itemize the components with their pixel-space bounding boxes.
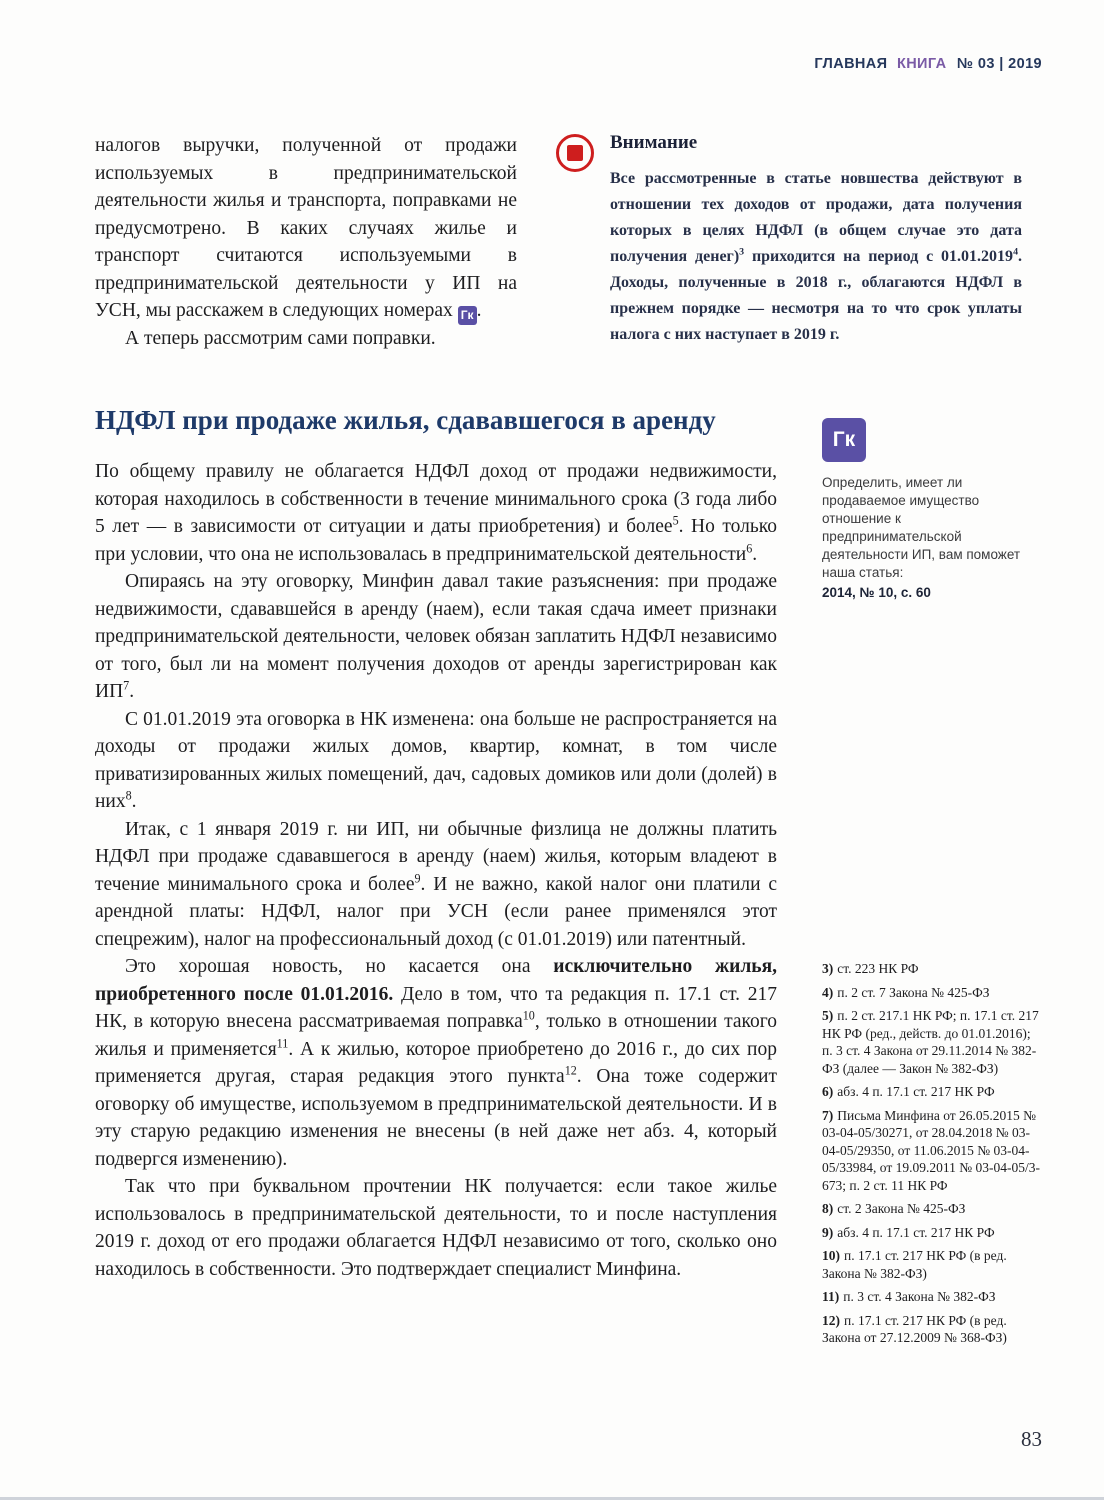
issue-number: № 03 | 2019	[956, 56, 1042, 72]
article-paragraph: С 01.01.2019 эта оговорка в НК изменена: она больше не распространяется на доходы от продажи жилых домов, квартир, комнат, в том числе приватизированных жилых помещений, дач, садовых домиков или доли (долей) в них$^8$.	[95, 708, 777, 812]
footnote-text: Письма Минфина от 26.05.2015 № 03-04-05/30271, от 28.04.2018 № 03-04-05/29350, от 11.06.2015 № 03-04-05/33984, от 19.09.2011 № 03-04-05/3-673; п. 2 ст. 11 НК РФ	[822, 1107, 1040, 1193]
attention-title: Внимание	[610, 132, 698, 153]
footnote-text: п. 2 ст. 217.1 НК РФ; п. 17.1 ст. 217 НК РФ (ред., действ. до 01.01.2016); п. 3 ст. 4 Закона от 29.11.2014 № 382-ФЗ (далее — Закон № 382-ФЗ)	[822, 1008, 1039, 1076]
footnote-number: 5)	[822, 1008, 834, 1023]
intro-column	[95, 132, 517, 353]
footnote-text: абз. 4 п. 17.1 ст. 217 НК РФ	[837, 1224, 995, 1240]
footnote-number: 3)	[822, 961, 834, 976]
intro-paragraph: А теперь рассмотрим сами поправки.	[125, 328, 436, 349]
article-paragraph: Итак, с 1 января 2019 г. ни ИП, ни обычные физлица не должны платить НДФЛ при продаже сдававшегося в аренду (наем) жилья, которым владеют в течение минимального срока и более$^9$. И не важно, какой налог они платили с арендной платы: НДФЛ, налог при УСН (если ранее применялся этот спецрежим), налог на профессиональный доход (с 01.01.2019) или патентный.	[95, 818, 778, 950]
sidebar-note-text: Определить, имеет ли продаваемое имущество отношение к предпринимательской деятельности ИП, вам поможет наша статья:	[822, 475, 1021, 580]
footnote	[822, 960, 1044, 978]
footnote-number: 12)	[822, 1312, 840, 1328]
page-number: 83	[1021, 1427, 1042, 1451]
footnote	[822, 1224, 1044, 1242]
attention-text: Все рассмотренные в статье новшества действуют в отношении тех доходов от продажи, дата получения которых в целях НДФЛ (в общем случае это дата получения денег)$^3$ приходится на период с 01.01.2019$^4$. Доходы, полученные в 2018 г., облагаются НДФЛ в прежнем порядке — несмотря на то что срок уплаты налога с них наступает в 2019 г.	[610, 170, 1023, 343]
footnote-number: 7)	[822, 1107, 834, 1123]
footnote	[822, 1107, 1044, 1195]
page-header	[814, 56, 1042, 72]
article-body	[95, 458, 777, 1283]
footnote	[822, 1312, 1044, 1347]
footnote-number: 6)	[822, 1084, 834, 1099]
attention-icon	[556, 134, 594, 172]
footnote-text: ст. 2 Закона № 425-ФЗ	[837, 1201, 966, 1216]
gk-logo-icon: Гк	[822, 418, 866, 462]
intro-paragraph: налогов выручки, полученной от продажи используемых в предпринимательской деятельности жилья и транспорта, поправками не предусмотрено. В каких случаях жилье и транспорт считаются используемыми в предпринимательской деятельности у ИП на УСН, мы расскажем в следующих номерах Гк .	[95, 132, 517, 325]
article-paragraph: По общему правилу не облагается НДФЛ доход от продажи недвижимости, которая находилось в собственности в течение минимального срока (3 года либо 5 лет — в зависимости от ситуации и даты приобретения) и более$^5$. Но только при условии, что она не использовалась в предпринимательской деятельности$^6$.	[95, 461, 777, 565]
brand-name-part1: ГЛАВНАЯ	[814, 56, 888, 72]
attention-body	[610, 128, 1022, 348]
footnote-text: п. 17.1 ст. 217 НК РФ (в ред. Закона от 27.12.2009 № 368-ФЗ)	[822, 1312, 1007, 1345]
article-paragraph: Это хорошая новость, но касается она исключительно жилья, приобретенного после 01.01.2016. Дело в том, что та редакция п. 17.1 ст. 217 НК, в которую внесена рассматриваемая поправка$^{10}$, только в отношении такого жилья и применяется$^{11}$. А к жилью, которое приобретено до 2016 г., до сих пор применяется другая, старая редакция этого пункта$^{12}$. Она тоже содержит оговорку об имуществе, используемом в предпринимательской деятельности. И в эту старую редакцию изменения не внесены (в ней даже нет абз. 4, который подвергся изменению).	[95, 956, 778, 1170]
footnote-text: абз. 4 п. 17.1 ст. 217 НК РФ	[837, 1084, 995, 1099]
article-paragraph: Так что при буквальном прочтении НК получается: если такое жилье использовалось в предпринимательской деятельности, то и после наступления 2019 г. доход от его продажи облагается НДФЛ независимо от того, сколько оно находилось в собственности. Это подтверждает специалист Минфина.	[95, 1176, 777, 1280]
footnote-text: п. 17.1 ст. 217 НК РФ (в ред. Закона № 382-ФЗ)	[822, 1248, 1007, 1281]
footnote	[822, 1083, 1044, 1101]
article-paragraph: Опираясь на эту оговорку, Минфин давал такие разъяснения: при продаже недвижимости, сдававшейся в аренду (наем), если такая сдача имеет признаки предпринимательской деятельности, человек обязан заплатить НДФЛ независимо от того, был ли на момент получения доходов от аренды зарегистрирован как $ИП^7$.	[95, 571, 777, 702]
gk-inline-icon: Гк	[458, 306, 477, 325]
footnote-number: 11)	[822, 1289, 840, 1304]
brand-name-part2: КНИГА	[896, 56, 947, 72]
footnote	[822, 1007, 1044, 1077]
footnote-text: п. 3 ст. 4 Закона № 382-ФЗ	[843, 1289, 996, 1304]
sidebar-note-reference: 2014, № 10, с. 60	[822, 585, 931, 600]
footnote	[822, 1200, 1044, 1218]
attention-callout	[556, 128, 1022, 348]
footnote-text: ст. 223 НК РФ	[837, 961, 919, 976]
footnote-number: 9)	[822, 1224, 834, 1240]
footnote	[822, 984, 1044, 1002]
footnote-number: 10)	[822, 1248, 840, 1263]
footnote	[822, 1288, 1044, 1306]
footnote-text: п. 2 ст. 7 Закона № 425-ФЗ	[837, 984, 990, 1000]
footnote-list	[822, 960, 1044, 1353]
article-heading: НДФЛ при продаже жилья, сдававшегося в аренду	[95, 405, 716, 435]
footnote	[822, 1247, 1044, 1282]
footnote-number: 4)	[822, 984, 834, 1000]
sidebar-note	[822, 418, 1042, 600]
footnote-number: 8)	[822, 1201, 834, 1216]
